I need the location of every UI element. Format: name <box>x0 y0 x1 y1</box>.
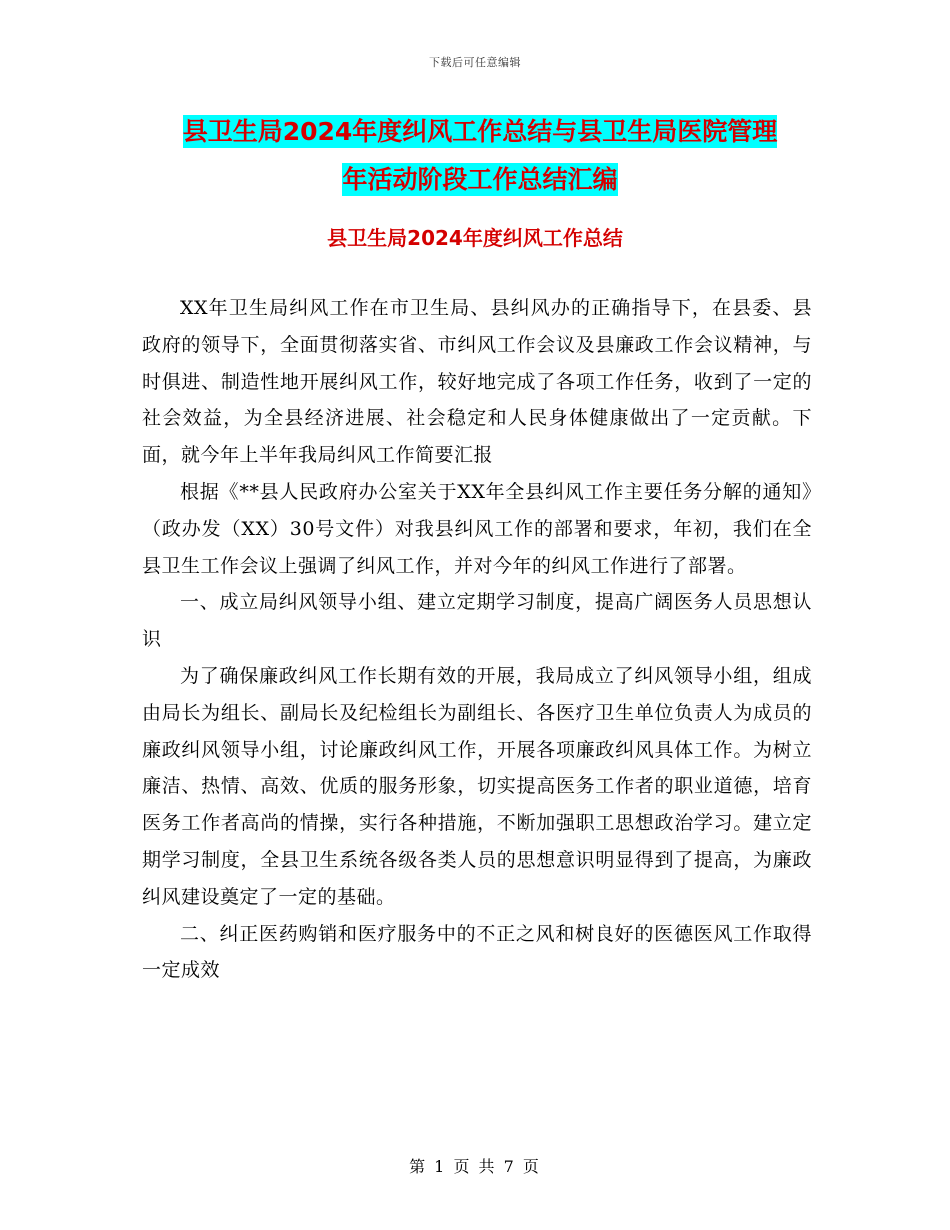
page-footer: 第 1 页 共 7 页 <box>409 1157 541 1176</box>
paragraph-4: 为了确保廉政纠风工作长期有效的开展，我局成立了纠风领导小组，组成由局长为组长、副局长及纪检组长为副组长、各医疗卫生单位负责人为成员的廉政纠风领导小组，讨论廉政纠风工作，开展各项廉政纠风具体工作。为树立廉洁、热情、高效、优质的服务形象，切实提高医务工作者的职业道德，培育医务工作者高尚的情操，实行各种措施，不断加强职工思想政治学习。建立定期学习制度，全县卫生系统各级各类人员的思想意识明显得到了提高，为廉政纠风建设奠定了一定的基础。 <box>142 664 812 908</box>
paragraph-5: 二、纠正医药购销和医疗服务中的不正之风和树良好的医德医风工作取得一定成效 <box>142 922 812 982</box>
header-note: 下载后可任意编辑 <box>429 56 521 69</box>
paragraph-1: XX年卫生局纠风工作在市卫生局、县纠风办的正确指导下，在县委、县政府的领导下，全面贯彻落实省、市纠风工作会议及县廉政工作会议精神，与时俱进、制造性地开展纠风工作，较好地完成了各项工作任务，收到了一定的社会效益，为全县经济进展、社会稳定和人民身体健康做出了一定贡献。下面，就今年上半年我局纠风工作简要汇报 <box>142 297 812 467</box>
paragraph-2: 根据《**县人民政府办公室关于XX年全县纠风工作主要任务分解的通知》（政办发（XX）30号文件）对我县纠风工作的部署和要求，年初，我们在全县卫生工作会议上强调了纠风工作，并对今年的纠风工作进行了部署。 <box>142 480 812 577</box>
document-title <box>140 108 820 204</box>
document-title-line2: 年活动阶段工作总结汇编 <box>342 165 618 194</box>
document-body <box>142 290 812 989</box>
paragraph-3: 一、成立局纠风领导小组、建立定期学习制度，提高广阔医务人员思想认识 <box>142 591 812 651</box>
section-title: 县卫生局2024年度纠风工作总结 <box>327 226 623 250</box>
document-title-line1: 县卫生局2024年度纠风工作总结与县卫生局医院管理 <box>182 117 778 146</box>
